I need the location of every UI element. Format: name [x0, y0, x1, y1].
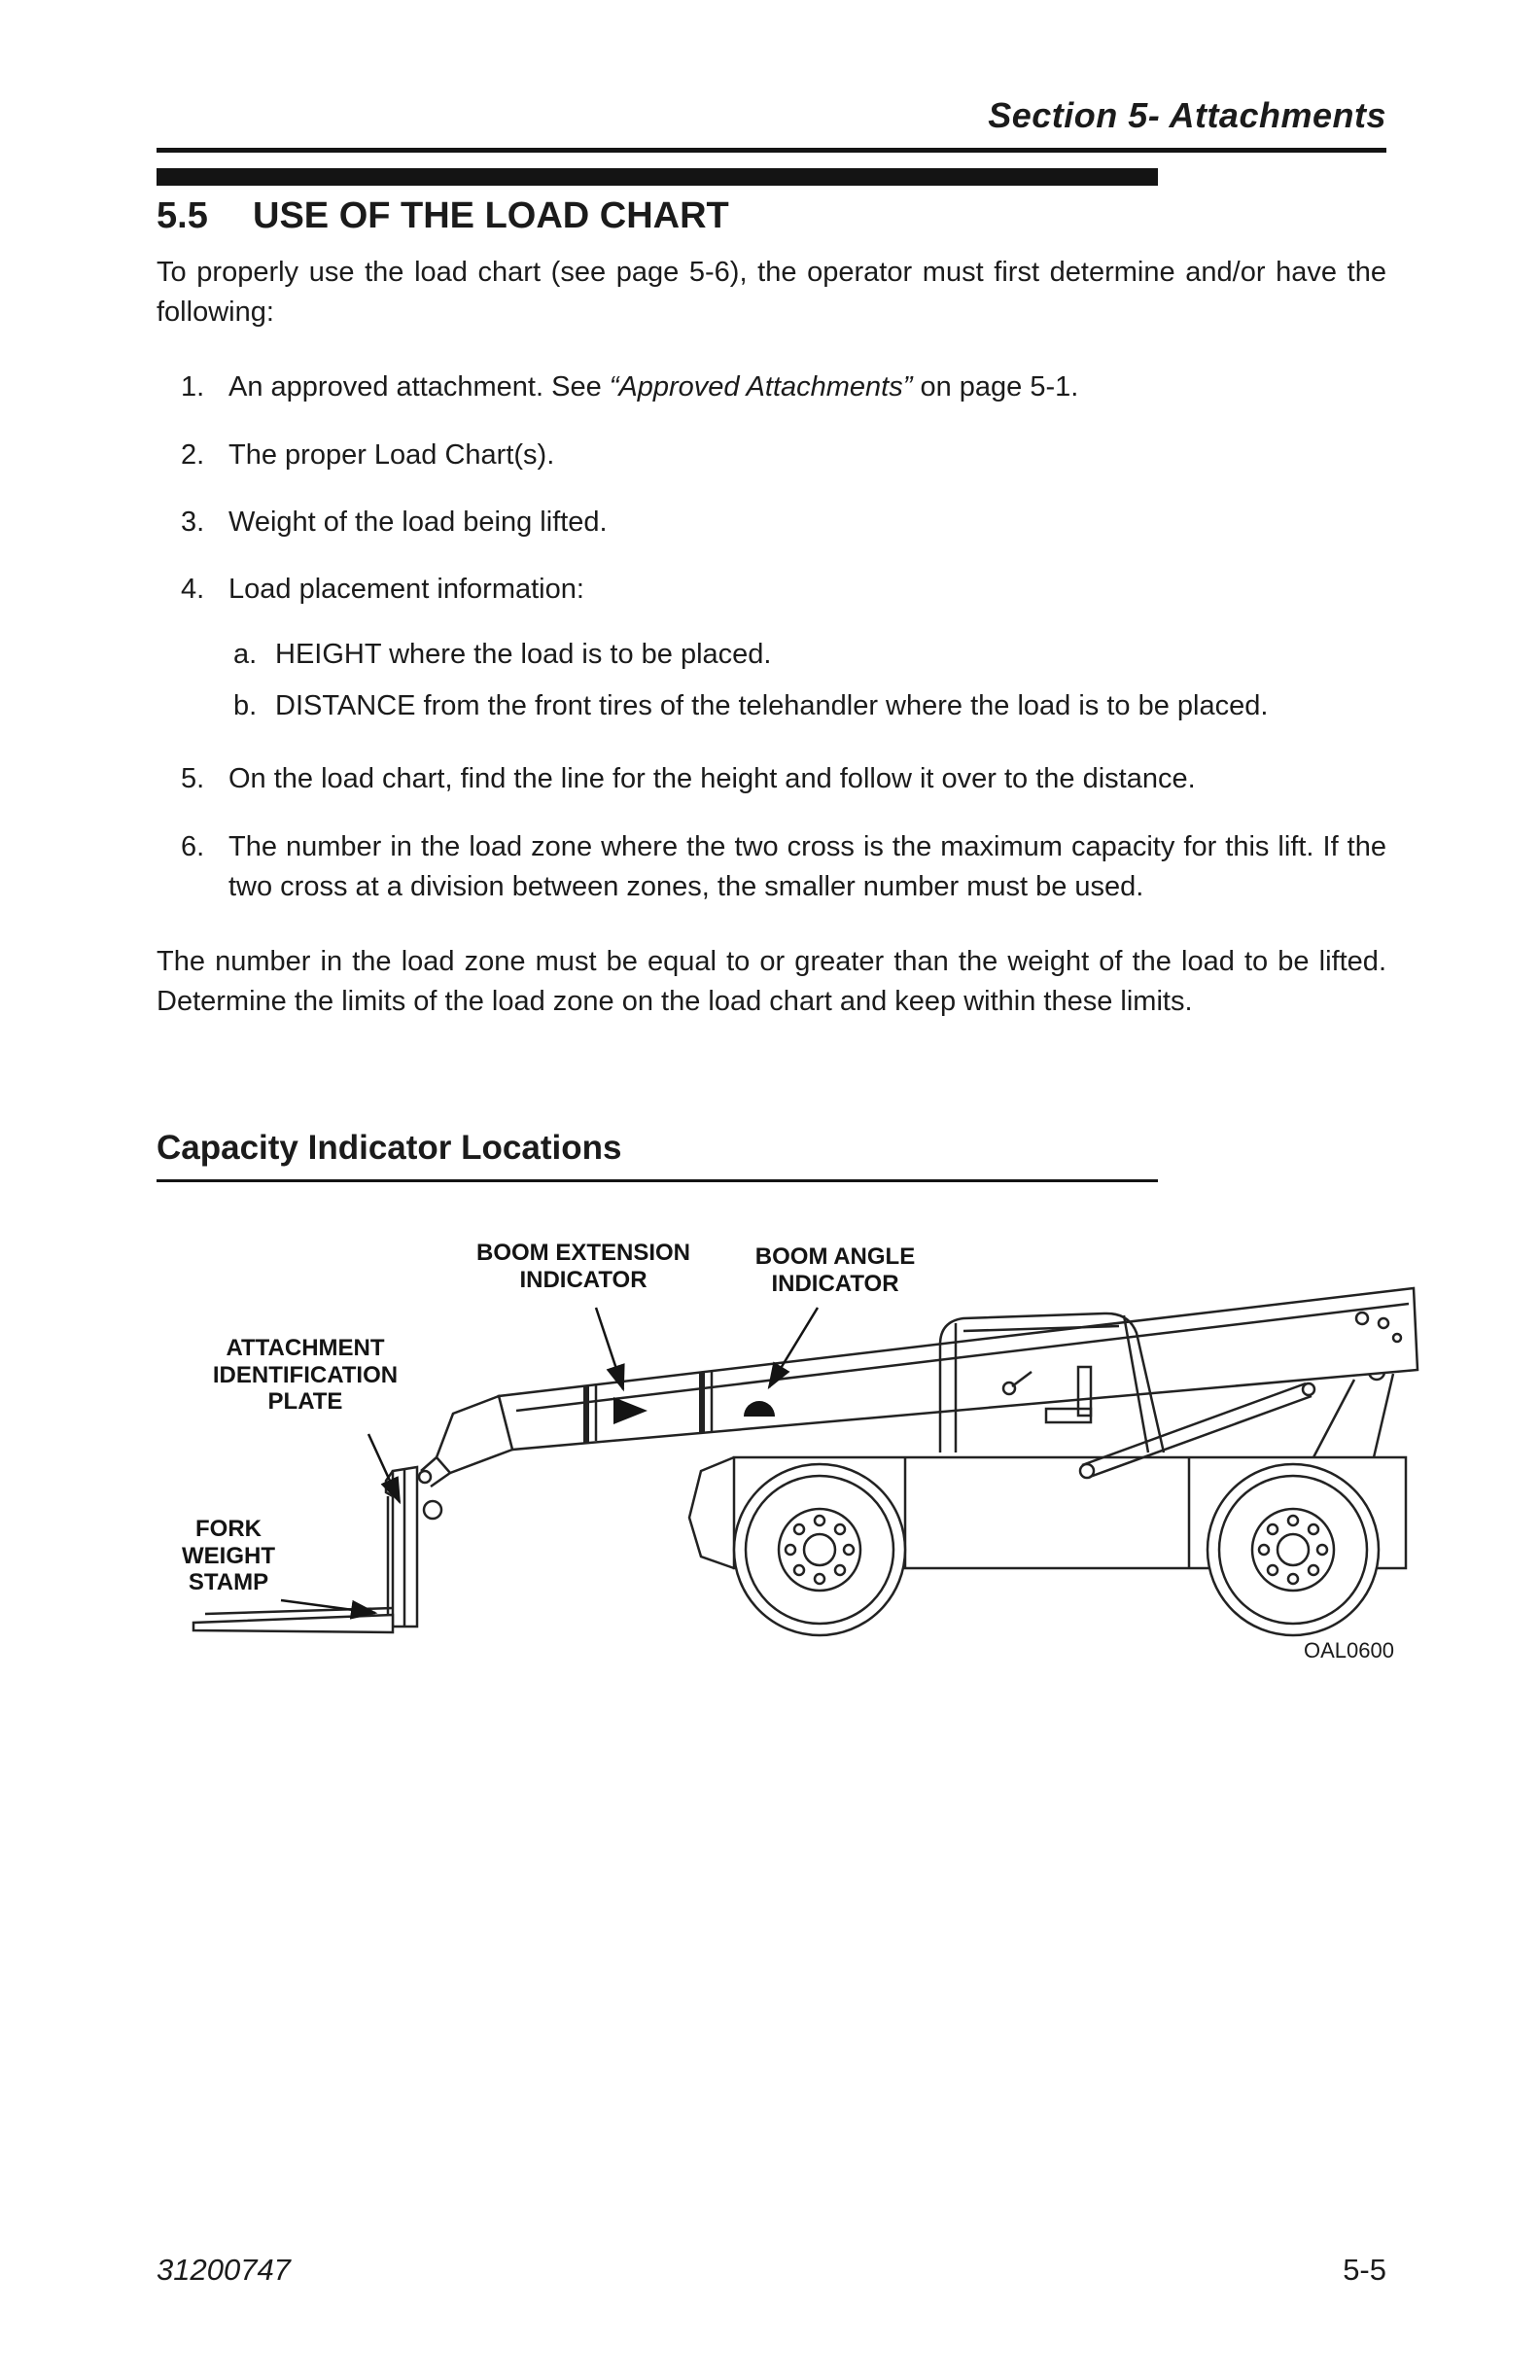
list-text: Load placement information:: [228, 573, 584, 605]
list-item: [157, 827, 1386, 907]
figure-heading: Capacity Indicator Locations: [157, 1129, 1158, 1182]
header-rule: [157, 148, 1386, 153]
list-item: [157, 503, 1386, 542]
closing-paragraph: The number in the load zone must be equal to or greater than the weight of the load to be lifted. Determine the limits of the load zone on the load chart and keep within these limits.: [157, 945, 1386, 1018]
list-text: The proper Load Chart(s).: [228, 438, 555, 471]
boom-angle-label: BOOM ANGLE INDICATOR: [754, 1243, 916, 1297]
list-text: The number in the load zone where the two cross is the maximum capacity for this lift. If the two cross at a division between zones, the smaller number must be used.: [228, 830, 1386, 902]
sub-list-text: DISTANCE from the front tires of the telehandler where the load is to be placed.: [275, 690, 1269, 722]
list-number: 4.: [181, 573, 205, 605]
document-number: 31200747: [157, 2253, 291, 2287]
intro-paragraph: To properly use the load chart (see page 5-6), the operator must first determine and/or have the following:: [157, 257, 1386, 329]
list-text: On the load chart, find the line for the height and follow it over to the distance.: [228, 763, 1196, 795]
list-item: [157, 570, 1386, 610]
attachment-plate-label: ATTACHMENT IDENTIFICATION PLATE: [212, 1335, 399, 1415]
list-text-pre: An approved attachment. See: [228, 371, 610, 403]
list-text-post: on page 5-1.: [912, 371, 1079, 403]
section-title: USE OF THE LOAD CHART: [253, 195, 729, 236]
boom-extension-arrow: [596, 1308, 623, 1389]
page-content: [157, 0, 1394, 1683]
sub-list-item: [157, 686, 1386, 726]
list-number: 6.: [181, 830, 205, 862]
figure-code: OAL0600: [1304, 1638, 1394, 1663]
running-header: Section 5- Attachments: [988, 95, 1386, 135]
capacity-indicator-figure: [157, 1226, 1440, 1683]
list-number: 1.: [181, 371, 205, 403]
list-number: 3.: [181, 506, 205, 538]
section-heading: [157, 195, 1386, 237]
list-number: 5.: [181, 763, 205, 795]
list-item: [157, 759, 1386, 799]
list-number: 2.: [181, 438, 205, 471]
section-number: 5.5: [157, 195, 208, 236]
list-text: [228, 368, 1386, 407]
cross-reference: “Approved Attachments”: [609, 371, 913, 403]
page-number: 5-5: [1343, 2253, 1386, 2287]
sub-list-item: [157, 635, 1386, 675]
section-divider-bar: [157, 168, 1158, 186]
boom-extension-label: BOOM EXTENSION INDICATOR: [475, 1240, 691, 1293]
sub-list-text: HEIGHT where the load is to be placed.: [275, 639, 772, 671]
list-item: [157, 368, 1386, 407]
list-text: Weight of the load being lifted.: [228, 506, 608, 538]
list-item: [157, 436, 1386, 475]
attachment-plate-arrow: [368, 1434, 400, 1502]
sub-list-letter: b.: [233, 690, 258, 722]
fork-weight-label: FORK WEIGHT STAMP: [182, 1516, 275, 1595]
page-footer: [157, 2253, 1386, 2288]
sub-list-letter: a.: [233, 639, 258, 671]
